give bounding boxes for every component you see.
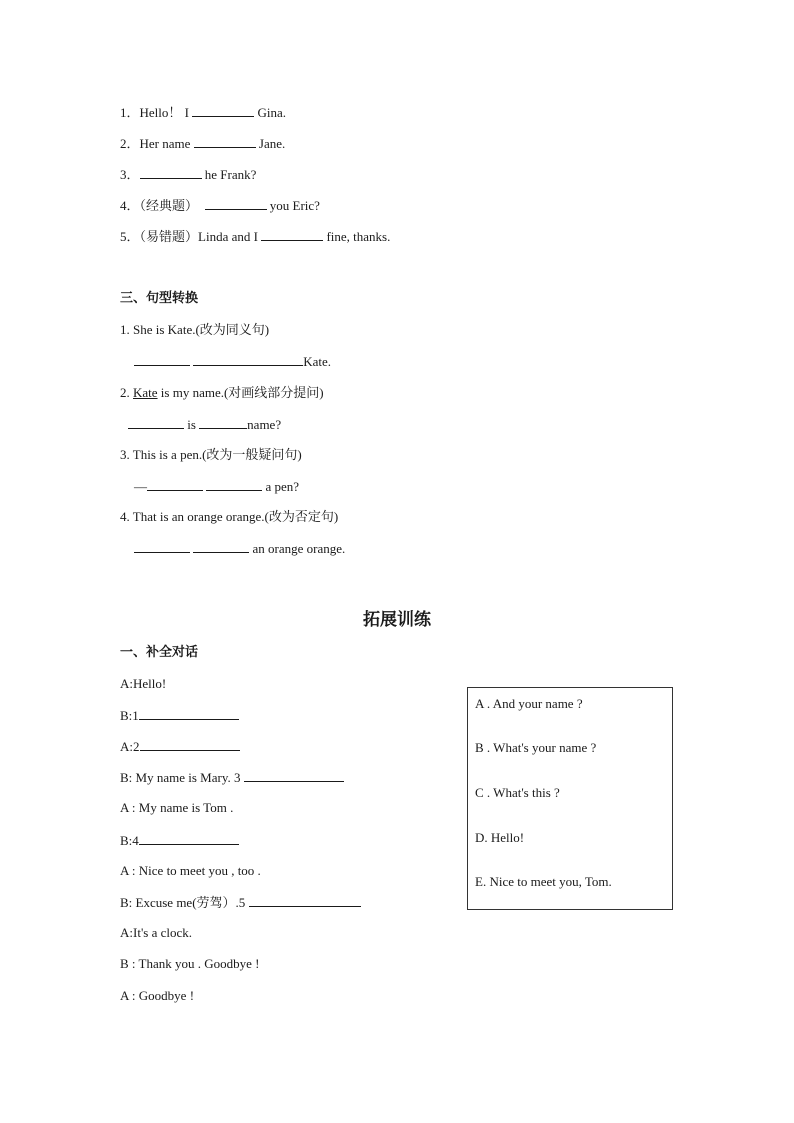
transform-question-4: 4. That is an orange orange.(改为否定句)	[120, 509, 339, 524]
dialogue-text: A:It's a clock.	[120, 925, 193, 940]
question-text: Jane.	[255, 136, 286, 151]
dialogue-text: A:2	[120, 739, 140, 754]
fill-in-question-4	[120, 197, 320, 214]
transform-question-3: 3. This is a pen.(改为一般疑问句)	[120, 447, 302, 462]
question-text: Hello！ I	[139, 105, 193, 120]
dialogue-line	[120, 738, 240, 755]
option-c: C . What's this ?	[475, 785, 560, 800]
option-d: D. Hello!	[475, 830, 525, 845]
option-b: B . What's your name ?	[475, 740, 597, 755]
answer-blank[interactable]	[206, 478, 262, 491]
question-number: 1．	[120, 105, 140, 120]
answer-dash: —	[134, 479, 147, 494]
dialogue-line	[120, 894, 361, 911]
question-text: Her name	[139, 136, 194, 151]
answer-blank[interactable]	[244, 769, 344, 782]
transform-answer-3	[134, 478, 299, 495]
answer-text: is	[184, 417, 200, 432]
question-text: Gina.	[254, 105, 287, 120]
dialogue-line	[120, 925, 192, 941]
answer-blank[interactable]	[261, 228, 323, 241]
dialogue-line	[120, 832, 239, 849]
answer-blank[interactable]	[134, 540, 190, 553]
dialogue-text: B: Excuse me(劳驾）.5	[120, 895, 249, 910]
transform-answer-1	[134, 353, 331, 370]
dialogue-text: B:4	[120, 833, 139, 848]
fill-in-question-1	[120, 104, 286, 121]
answer-blank[interactable]	[192, 104, 254, 117]
extension-title: 拓展训练	[363, 610, 431, 630]
dialogue-text: A:Hello!	[120, 676, 167, 691]
option-a: A . And your name ?	[475, 696, 583, 711]
transform-answer-4	[134, 540, 345, 557]
answer-blank[interactable]	[139, 707, 239, 720]
dialogue-line	[120, 863, 261, 879]
transform-answer-2	[128, 416, 281, 433]
question-number: 2．	[120, 136, 140, 151]
underlined-word: Kate	[133, 385, 158, 400]
section-heading: 一、补全对话	[120, 645, 199, 660]
answer-tail: an orange orange.	[249, 541, 346, 556]
dialogue-text: B: My name is Mary. 3	[120, 770, 244, 785]
answer-blank[interactable]	[193, 353, 303, 366]
answer-blank[interactable]	[140, 738, 240, 751]
dialogue-line	[120, 800, 233, 816]
question-text: is my name.(对画线部分提问)	[157, 385, 324, 400]
answer-blank[interactable]	[193, 540, 249, 553]
fill-in-question-2	[120, 135, 285, 152]
answer-blank[interactable]	[147, 478, 203, 491]
answer-blank[interactable]	[199, 416, 247, 429]
question-text: he Frank?	[201, 167, 257, 182]
fill-in-question-5	[120, 228, 390, 245]
question-number: 3．	[120, 167, 140, 182]
answer-tail: Kate.	[303, 354, 332, 369]
dialogue-line	[120, 676, 166, 692]
section-heading: 三、句型转换	[120, 291, 199, 306]
answer-blank[interactable]	[140, 166, 202, 179]
dialogue-text: A : Goodbye !	[120, 988, 195, 1003]
dialogue-text: B:1	[120, 708, 139, 723]
dialogue-line	[120, 769, 344, 786]
answer-tail: name?	[247, 417, 282, 432]
dialogue-line	[120, 988, 194, 1004]
answer-blank[interactable]	[139, 832, 239, 845]
question-text: （经典题）	[139, 198, 202, 213]
dialogue-text: A : My name is Tom .	[120, 800, 234, 815]
question-number: 5．	[120, 229, 140, 244]
dialogue-line	[120, 956, 260, 972]
options-box	[467, 687, 673, 910]
answer-tail: a pen?	[262, 479, 300, 494]
answer-blank[interactable]	[134, 353, 190, 366]
question-text: （易错题）Linda and I	[139, 229, 262, 244]
answer-blank[interactable]	[205, 197, 267, 210]
dialogue-line	[120, 707, 239, 724]
question-text: you Eric?	[266, 198, 320, 213]
question-number: 2.	[120, 385, 133, 400]
question-number: 4．	[120, 198, 140, 213]
dialogue-text: A : Nice to meet you , too .	[120, 863, 261, 878]
answer-blank[interactable]	[249, 894, 361, 907]
answer-blank[interactable]	[194, 135, 256, 148]
fill-in-question-3	[120, 166, 256, 183]
transform-question-2	[120, 385, 324, 401]
answer-blank[interactable]	[128, 416, 184, 429]
transform-question-1: 1. She is Kate.(改为同义句)	[120, 322, 270, 337]
option-e: E. Nice to meet you, Tom.	[475, 874, 612, 889]
question-text: fine, thanks.	[323, 229, 391, 244]
dialogue-text: B : Thank you . Goodbye !	[120, 956, 260, 971]
